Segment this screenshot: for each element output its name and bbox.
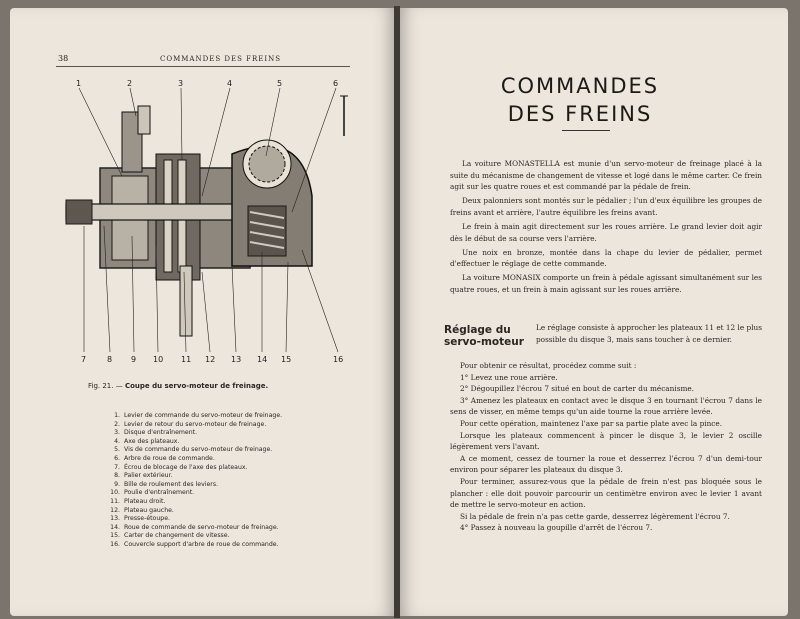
page-title xyxy=(500,72,660,128)
legend-number: 5. xyxy=(114,446,120,454)
legend-number: 13. xyxy=(110,515,120,523)
legend-number: 3. xyxy=(114,429,120,437)
section-heading xyxy=(444,324,534,348)
figure-caption-prefix: Fig. 21. — xyxy=(88,382,123,390)
legend-number: 11. xyxy=(110,497,120,505)
procedure-step: Pour terminer, assurez-vous que la pédale de frein n'est pas bloquée sous le plancher : elle doit pouvoir parcourir un centimètre environ avec le levier 1 avant de mettre le servo-moteur en action. xyxy=(450,476,762,510)
legend-number: 1. xyxy=(114,412,120,419)
legend-item xyxy=(108,515,368,524)
legend-item xyxy=(108,489,368,498)
title-line-1: COMMANDES xyxy=(500,74,660,98)
procedure-step: 3° Amenez les plateaux en contact avec le disque 3 en tournant l'écrou 7 dans le sens de visser, en même temps qu'un aide tourne la roue arrière levée. xyxy=(450,395,762,417)
legend-number: 6. xyxy=(114,454,120,462)
legend-text: Roue de commande de servo-moteur de freinage. xyxy=(124,523,279,531)
callout-5: 5 xyxy=(277,79,283,88)
procedure-step: Lorsque les plateaux commencent à pincer le disque 3, le levier 2 oscille légèrement vers l'avant. xyxy=(450,430,762,452)
callout-11: 11 xyxy=(181,355,192,364)
page-number: 38 xyxy=(58,54,69,63)
figure-legend xyxy=(108,412,368,550)
legend-text: Disque d'entraînement. xyxy=(124,429,198,437)
legend-text: Plateau droit. xyxy=(124,497,166,505)
legend-item xyxy=(108,412,368,421)
callout-14: 14 xyxy=(257,355,268,364)
legend-text: Couvercle support d'arbre de roue de commande. xyxy=(124,540,279,548)
title-line-2: DES FREINS xyxy=(507,102,653,126)
legend-item xyxy=(108,507,368,516)
running-head: COMMANDES DES FREINS xyxy=(160,55,282,63)
legend-item xyxy=(108,438,368,447)
procedure-step: Pour obtenir ce résultat, procédez comme suit : xyxy=(460,361,637,370)
book-gutter xyxy=(394,6,400,618)
intro-paragraph: La voiture MONASIX comporte un frein à pédale agissant simultanément sur les quatre roues, et un frein à main agissant sur les roues arrière. xyxy=(450,273,762,294)
legend-item xyxy=(108,429,368,438)
legend-item xyxy=(108,532,368,541)
callout-4: 4 xyxy=(227,79,233,88)
legend-number: 16. xyxy=(110,540,120,548)
legend-text: Poulie d'entraînement. xyxy=(124,489,195,497)
legend-item xyxy=(108,498,368,507)
legend-number: 15. xyxy=(110,532,120,540)
intro-paragraph: Une noix en bronze, montée dans la chape du levier de pédalier, permet d'effectuer le réglage de cette commande. xyxy=(450,247,762,269)
legend-number: 4. xyxy=(114,437,120,445)
callout-7: 7 xyxy=(81,355,87,364)
callout-3: 3 xyxy=(178,79,184,88)
procedure-step: 2° Dégoupillez l'écrou 7 situé en bout de carter du mécanisme. xyxy=(460,384,694,394)
legend-number: 14. xyxy=(110,523,120,531)
procedure-steps xyxy=(450,360,762,534)
legend-text: Presse-étoupe. xyxy=(124,515,170,523)
legend-text: Arbre de roue de commande. xyxy=(124,454,215,462)
callout-6: 6 xyxy=(333,79,339,88)
legend-number: 10. xyxy=(110,489,120,497)
legend-item xyxy=(108,455,368,464)
procedure-step: 1° Levez une roue arrière. xyxy=(460,372,558,382)
figure-caption-title: Coupe du servo-moteur de freinage. xyxy=(124,382,269,390)
callout-9: 9 xyxy=(131,355,137,364)
legend-text: Levier de retour du servo-moteur de freinage. xyxy=(124,420,267,428)
legend-item xyxy=(108,472,368,481)
intro-paragraph: Le frein à main agit directement sur les roues arrière. Le grand levier doit agir dès le début de sa course vers l'arrière. xyxy=(450,221,762,243)
procedure-step: Pour cette opération, maintenez l'axe par sa partie plate avec la pince. xyxy=(460,418,723,428)
callout-15: 15 xyxy=(281,355,292,364)
section-lead: Le réglage consiste à approcher les plateaux 11 et 12 le plus possible du disque 3, mais sans toucher à ce dernier. xyxy=(536,323,762,344)
callout-12: 12 xyxy=(205,355,216,364)
legend-number: 7. xyxy=(114,463,120,471)
callout-13: 13 xyxy=(231,355,242,364)
legend-number: 2. xyxy=(114,420,120,428)
legend-text: Levier de commande du servo-moteur de freinage. xyxy=(124,412,283,419)
callout-2: 2 xyxy=(127,79,133,88)
section-heading-line-1: Réglage du xyxy=(444,324,511,336)
legend-text: Plateau gauche. xyxy=(124,506,174,514)
procedure-step: A ce moment, cessez de tourner la roue et desserrez l'écrou 7 d'un demi-tour environ pour séparer les plateaux du disque 3. xyxy=(450,453,762,475)
title-rule xyxy=(562,130,610,131)
legend-text: Vis de commande du servo-moteur de freinage. xyxy=(124,446,273,454)
legend-text: Écrou de blocage de l'axe des plateaux. xyxy=(124,463,248,471)
legend-item xyxy=(108,541,368,550)
legend-number: 8. xyxy=(114,472,120,480)
figure-caption xyxy=(88,382,268,390)
legend-number: 12. xyxy=(110,506,120,514)
procedure-step: Si la pédale de frein n'a pas cette garde, desserrez légèrement l'écrou 7. xyxy=(460,511,730,521)
legend-item xyxy=(108,446,368,455)
header-rule xyxy=(56,66,350,67)
procedure-step: 4° Passez à nouveau la goupille d'arrêt de l'écrou 7. xyxy=(460,523,653,533)
intro-paragraph: Deux palonniers sont montés sur le pédalier ; l'un d'eux équilibre les groupes de freins avant et arrière, l'autre équilibre les freins avant. xyxy=(450,196,762,217)
legend-item xyxy=(108,524,368,533)
legend-text: Palier extérieur. xyxy=(124,472,173,480)
servo-motor-cross-section-figure xyxy=(52,76,362,366)
callout-16: 16 xyxy=(333,355,344,364)
figure-drawing xyxy=(66,96,348,336)
intro-text xyxy=(450,158,762,298)
intro-paragraph: La voiture MONASTELLA est munie d'un servo-moteur de freinage placé à la suite du mécanisme de changement de vitesse et logé dans le même carter. Ce frein agit sur les quatre roues et est commandé par la pédale de frein. xyxy=(450,159,762,192)
legend-item xyxy=(108,421,368,430)
legend-number: 9. xyxy=(114,480,120,488)
section-heading-line-2: servo-moteur xyxy=(444,336,524,348)
legend-text: Axe des plateaux. xyxy=(124,437,180,445)
callout-8: 8 xyxy=(107,355,113,364)
callout-10: 10 xyxy=(153,355,164,364)
legend-text: Carter de changement de vitesse. xyxy=(124,532,230,540)
callout-1: 1 xyxy=(76,79,82,88)
legend-text: Bille de roulement des leviers. xyxy=(124,480,219,488)
legend-item xyxy=(108,464,368,473)
